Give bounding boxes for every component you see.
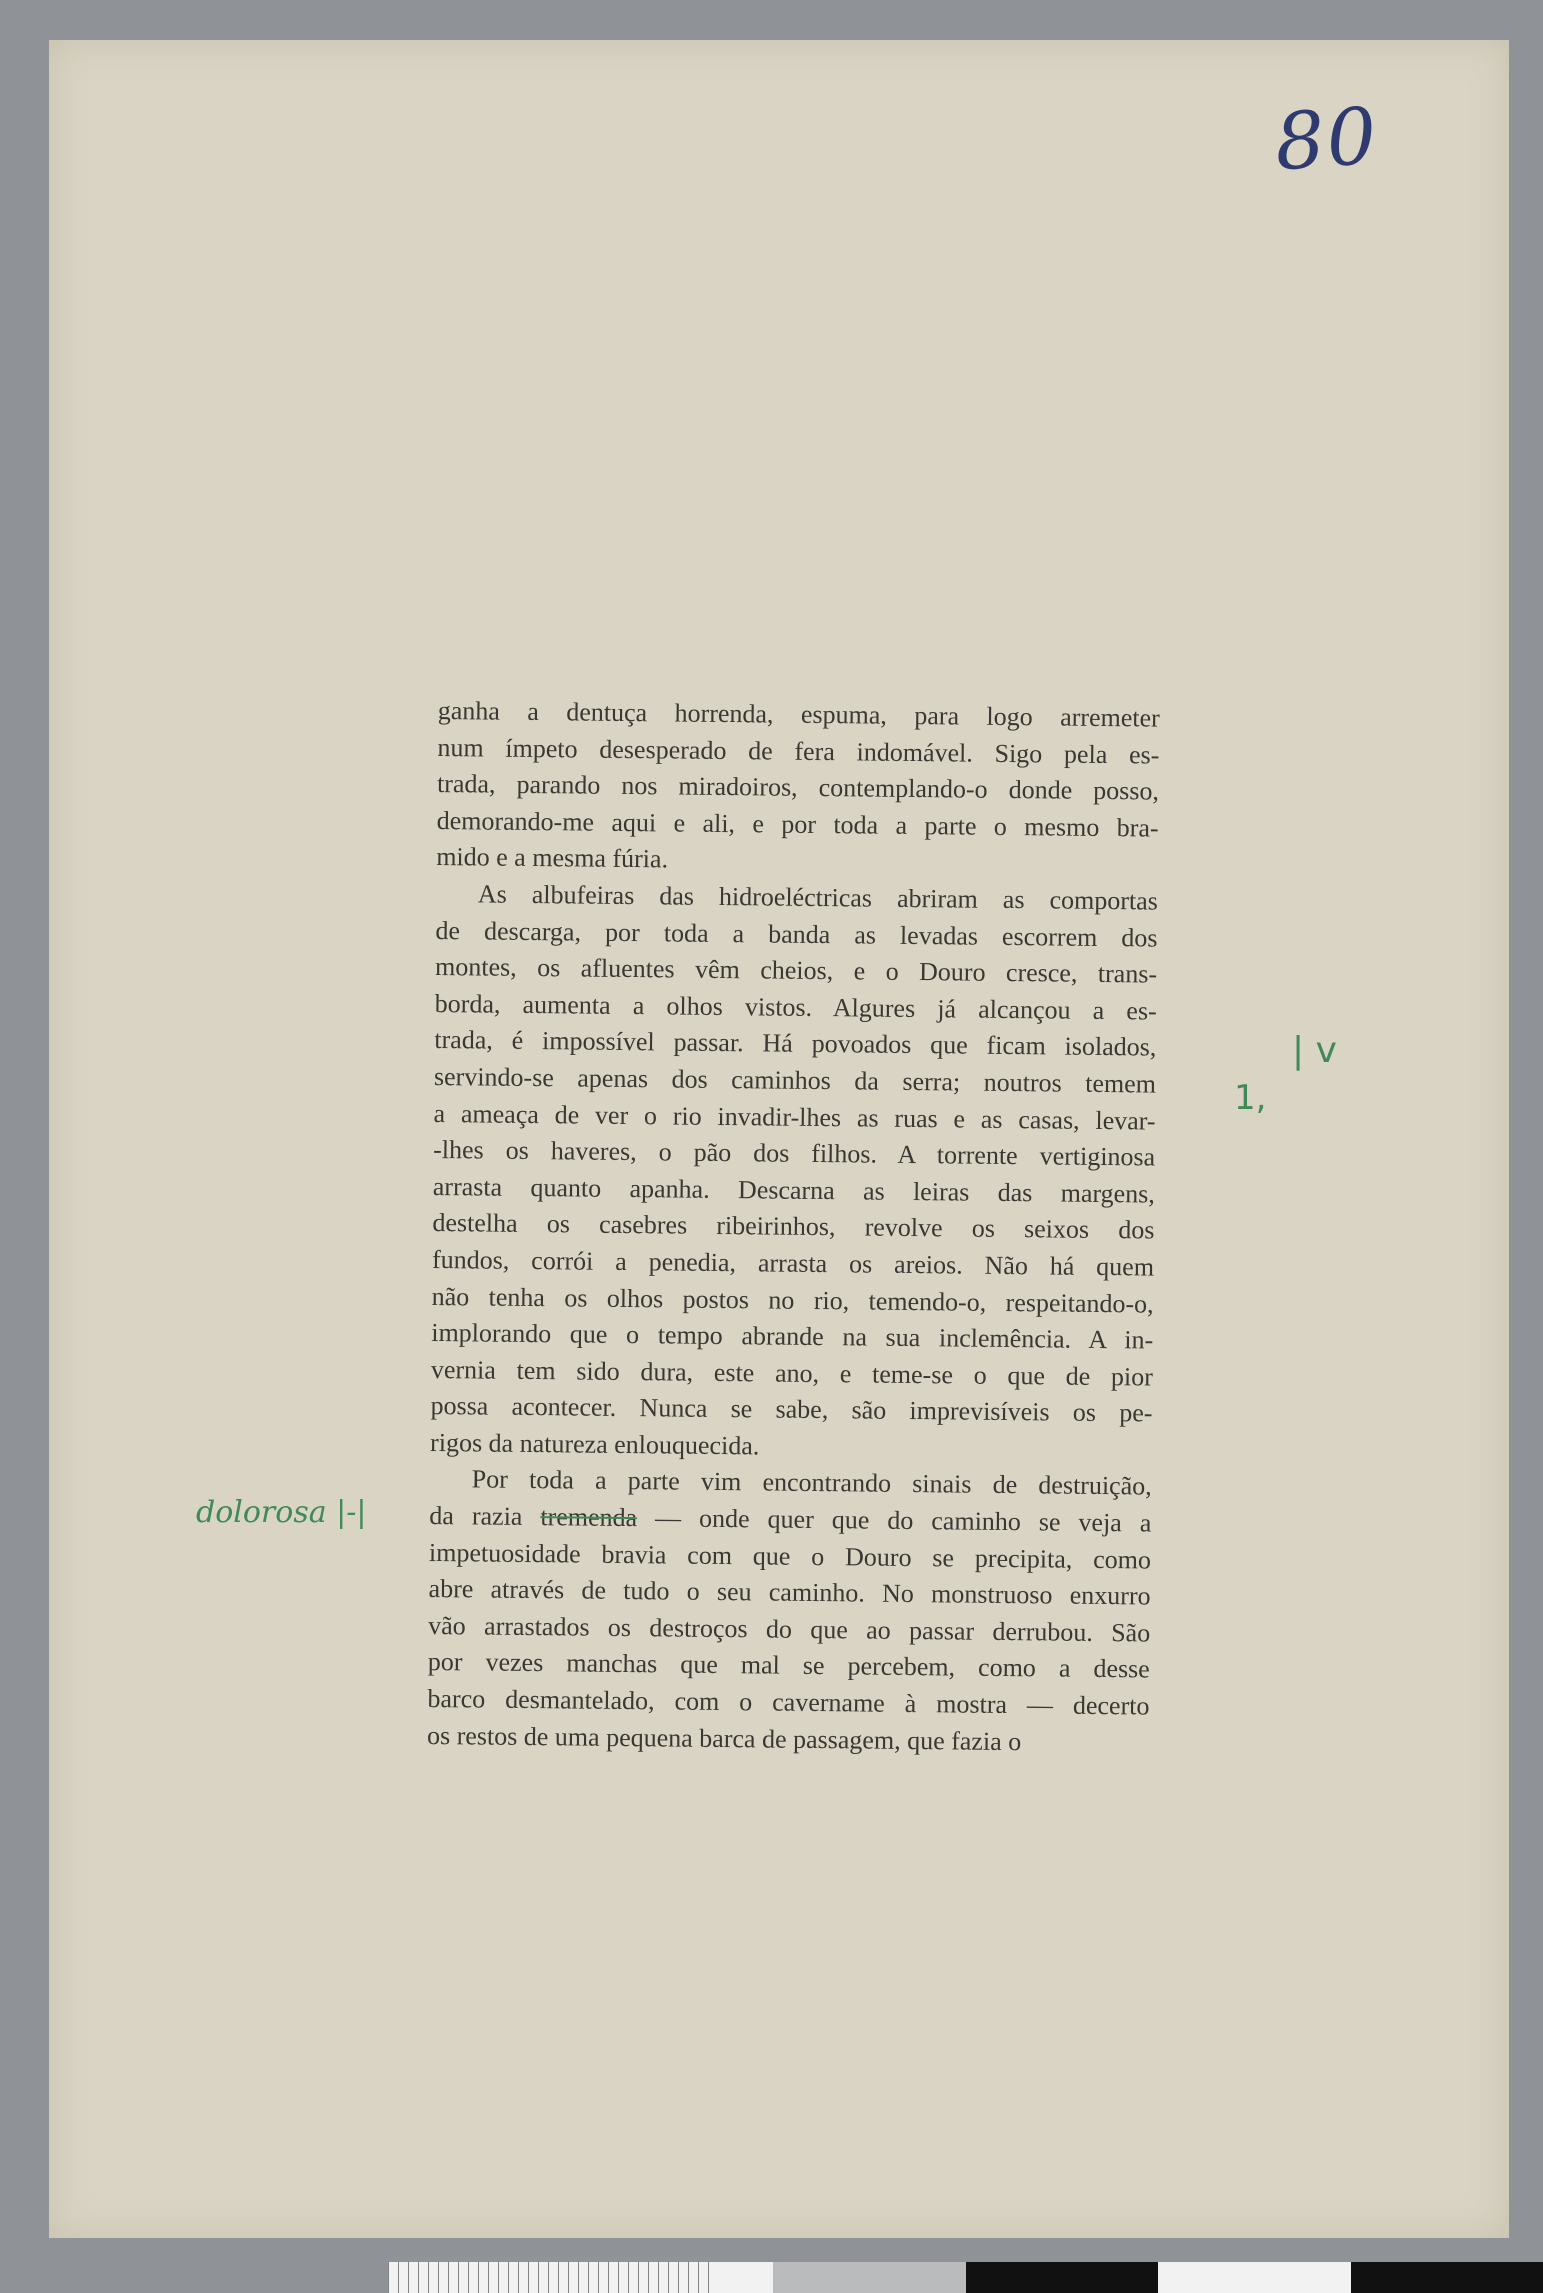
text-line: de descarga, por toda a banda as levadas escorrem dos — [435, 915, 1158, 953]
text-line: servindo-se apenas dos caminhos da serra; noutros temem — [433, 1061, 1157, 1099]
margin-correction-mark: | v — [1292, 1030, 1337, 1071]
text-line: vão arrastados os destroços do que ao passar derrubou. São — [428, 1610, 1151, 1648]
text-line: borda, aumenta a olhos vistos. Algures já alcançou a es- — [434, 988, 1157, 1026]
text-line: não tenha os olhos postos no rio, temendo-o, respeitando-o, — [431, 1281, 1154, 1319]
text-line: arrasta quanto apanha. Descarna as leiras das margens, — [432, 1171, 1155, 1209]
scan-color-ruler — [388, 2262, 1543, 2293]
paragraph — [430, 876, 1158, 1469]
struck-word: tremenda — [540, 1502, 638, 1533]
text-line: fundos, corrói a penedia, arrasta os areios. Não há quem — [431, 1244, 1155, 1282]
text-line: mido e a mesma fúria. — [436, 842, 669, 874]
ruler-segment — [773, 2262, 966, 2293]
text-line: Por toda a parte vim encontrando sinais de destruição, — [471, 1464, 1152, 1501]
text-line: rigos da natureza enlouquecida. — [430, 1427, 760, 1461]
text-line: implorando que o tempo abrande na sua inclemência. A in- — [431, 1318, 1154, 1355]
text-line: montes, os afluentes vêm cheios, e o Douro cresce, trans- — [434, 952, 1158, 989]
text-line: demorando-me aqui e ali, e por toda a parte o mesmo bra- — [436, 805, 1159, 843]
text-line: a ameaça de ver o rio invadir-lhes as ruas e as casas, levar- — [433, 1098, 1156, 1136]
text-line: num ímpeto desesperado de fera indomável. Sigo pela es- — [437, 732, 1160, 770]
ruler-segment — [966, 2262, 1159, 2293]
text-line: da razia tremenda — onde quer que do caminho se veja a — [429, 1501, 1152, 1538]
text-line: barco desmantelado, com o cavername à mostra — decerto — [427, 1683, 1150, 1721]
handwritten-page-number: 80 — [1271, 91, 1382, 189]
ruler-segment — [1351, 2262, 1543, 2293]
text-line: destelha os casebres ribeirinhos, revolve os seixos dos — [432, 1208, 1155, 1245]
typed-body-text — [427, 693, 1160, 1762]
text-line: -lhes os haveres, o pão dos filhos. A torrente vertiginosa — [433, 1135, 1156, 1172]
text-line: trada, parando nos miradoiros, contemplando-o donde posso, — [436, 769, 1160, 806]
text-line: por vezes manchas que mal se percebem, como a desse — [427, 1647, 1150, 1684]
ruler-ticks — [388, 2262, 718, 2293]
text-line: impetuosidade bravia com que o Douro se precipita, como — [428, 1537, 1152, 1575]
paragraph — [436, 693, 1160, 884]
paragraph — [427, 1461, 1152, 1761]
text-line: As albufeiras das hidroeléctricas abriram as comportas — [477, 879, 1159, 916]
margin-correction-mark: 1, — [1234, 1078, 1267, 1118]
text-line: ganha a dentuça horrenda, espuma, para logo arremeter — [437, 695, 1160, 733]
text-line: trada, é impossível passar. Há povoados que ficam isolados, — [434, 1025, 1157, 1062]
ruler-segment — [1158, 2262, 1351, 2293]
text-line: possa acontecer. Nunca se sabe, são imprevisíveis os pe- — [430, 1391, 1153, 1428]
margin-correction-note: dolorosa |-| — [196, 1495, 367, 1530]
text-line: vernia tem sido dura, este ano, e teme-se o que de pior — [430, 1354, 1154, 1392]
text-line: os restos de uma pequena barca de passagem, que fazia o — [426, 1720, 1022, 1756]
text-line: abre através de tudo o seu caminho. No monstruoso enxurro — [428, 1574, 1151, 1611]
